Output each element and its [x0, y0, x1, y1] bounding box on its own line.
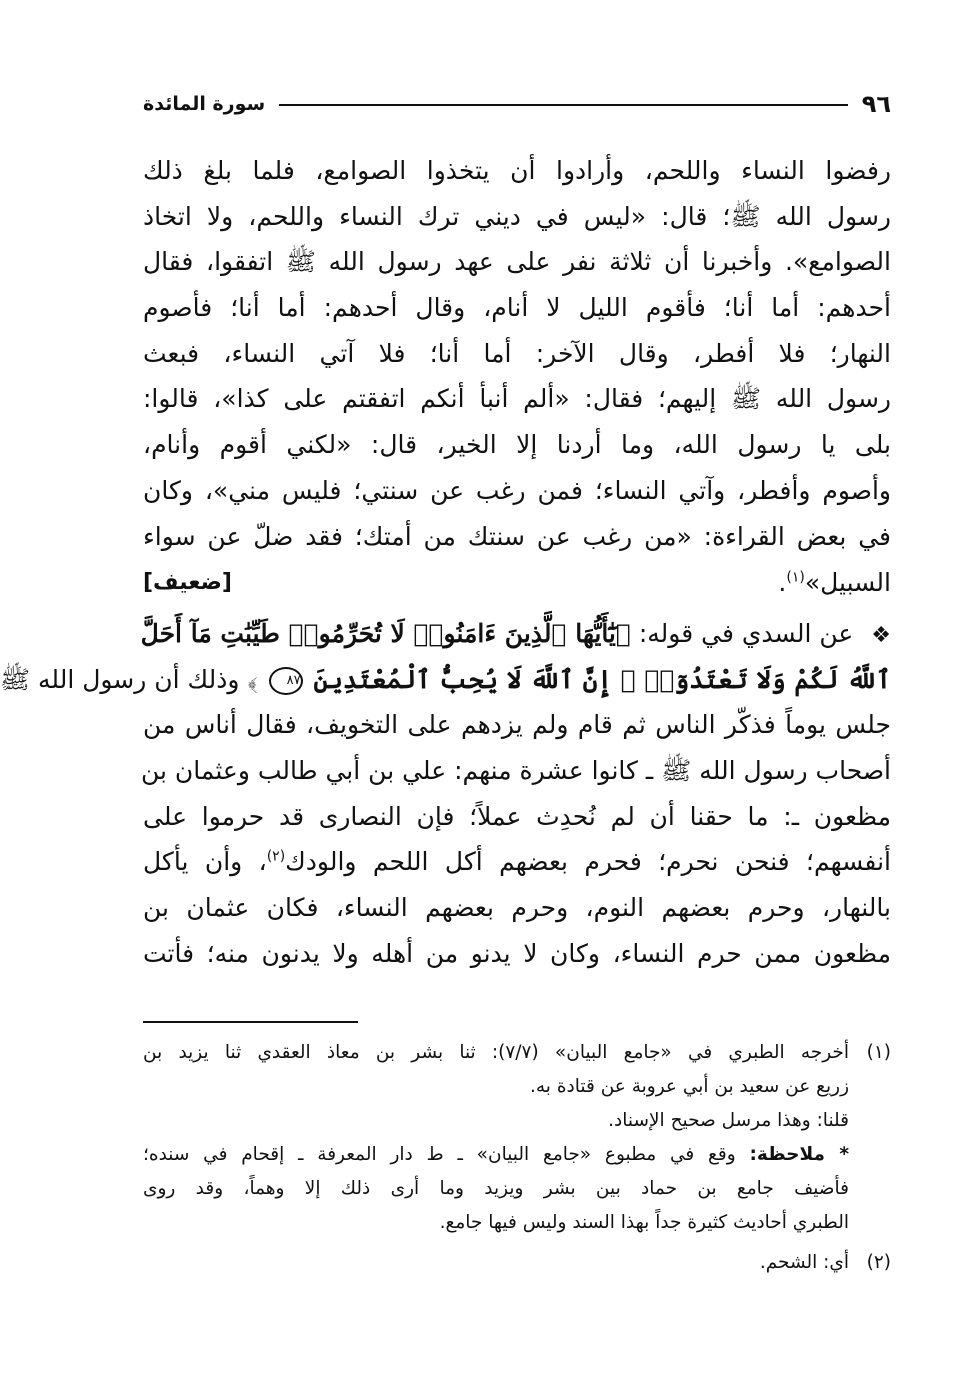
footnote-line: الطبري أحاديث كثيرة جداً بهذا السند وليس فيها جامع.: [439, 1212, 849, 1233]
text-line: وأصوم وأفطر، وآتي النساء؛ فمن رغب عن سنتي؛ فليس مني»، وكان: [143, 475, 891, 505]
text-line: أحدهم: أما أنا؛ فأقوم الليل لا أنام، وقال أحدهم: أما أنا؛ فأصوم: [143, 293, 891, 323]
note-label: * ملاحظة:: [749, 1144, 849, 1165]
text-line-last: [143, 559, 891, 605]
footnote-line: [143, 1036, 891, 1070]
text-line-fragment: ، وأن يأكل: [143, 847, 267, 877]
footnote-line: فأضيف جامع بن حماد بين بشر ويزيد وما أرى ذلك إلا وهماً، وقد روى: [143, 1178, 849, 1199]
body-text: [0, 148, 891, 976]
footnote-1: [143, 1036, 891, 1240]
text-line: الصوامع». وأخبرنا أن ثلاثة نفر على عهد رسول الله ﷺ اتفقوا، فقال: [143, 247, 891, 277]
text-line: بلى يا رسول الله، وما أردنا إلا الخير، قال: «لكني أقوم وأنام،: [143, 430, 891, 460]
last-line-text: السبيل»: [804, 567, 891, 597]
footnote-line: [143, 1138, 891, 1172]
surah-name: سورة المائدة: [143, 93, 266, 115]
footnote-number: (٢): [866, 1252, 891, 1273]
quote-intro: عن السدي في قوله:: [638, 618, 854, 648]
text-line-fragment: [778, 560, 891, 605]
quran-verse: ٱللَّهُ لَكُمْ وَلَا تَعْتَدُوٓا۟ ۚ إِنَّ ٱللَّهَ لَا يُحِبُّ ٱلْمُعْتَدِينَ: [313, 664, 891, 694]
quran-verse: ﴿يَٰٓأَيُّهَا ٱلَّذِينَ ءَامَنُوا۟ لَا تُحَرِّمُوا۟ طَيِّبَٰتِ مَآ أَحَلَّ: [140, 618, 631, 648]
text-line-fragment: ﴾ وذلك أن رسول الله ﷺ: [0, 664, 258, 694]
text-line: مظعون ـ: ما حقنا أن لم نُحدِث عملاً؛ فإن النصارى قد حرموا على: [143, 801, 891, 831]
footnote-ref-2[interactable]: (٢): [266, 848, 286, 865]
text-line: جلس يوماً فذكّر الناس ثم قام ولم يزدهم على التخويف، فقال أناس من: [143, 710, 891, 740]
footnote-number: (١): [866, 1042, 892, 1063]
hadith-grade-badge: [ضعيف]: [143, 569, 232, 595]
paragraph-2: [0, 611, 891, 977]
text-line: مظعون ممن حرم النساء، وكان لا يدنو من أهله ولا يدنون منه؛ فأتت: [143, 938, 891, 968]
text-line: [140, 611, 891, 657]
text-line: أصحاب رسول الله ﷺ ـ كانوا عشرة منهم: علي بن أبي طالب وعثمان بن: [141, 755, 891, 785]
footnote-separator: [143, 1021, 358, 1023]
text-line: [0, 657, 891, 703]
footnote-ref-1[interactable]: (١): [786, 569, 805, 586]
paragraph-1: [143, 148, 891, 605]
header-rule: [279, 104, 847, 106]
footnote-text: وقع في مطبوع «جامع البيان» ـ ط دار المعرفة ـ إقحام في سنده؛: [143, 1144, 736, 1165]
text-line-fragment: أنفسهم؛ فنحن نحرم؛ فحرم بعضهم أكل اللحم والودك: [285, 847, 891, 877]
text-line: النهار؛ فلا أفطر، وقال الآخر: أما أنا؛ فلا آتي النساء، فبعث: [143, 338, 891, 368]
footnote-2: [143, 1246, 891, 1280]
text-line: رسول الله ﷺ؛ قال: «ليس في ديني ترك النساء واللحم، ولا اتخاذ: [143, 201, 891, 231]
footnote-line: [143, 1246, 891, 1280]
last-line-end: .: [778, 567, 787, 597]
text-line: [143, 839, 891, 885]
footnotes: [143, 1036, 891, 1280]
diamond-bullet-icon: ❖: [871, 622, 891, 648]
footnote-line: قلنا: وهذا مرسل صحيح الإسناد.: [608, 1110, 849, 1131]
text-line: رسول الله ﷺ إليهم؛ فقال: «ألم أنبأ أنكم اتفقتم على كذا»، قالوا:: [143, 384, 891, 414]
text-line: رفضوا النساء واللحم، وأرادوا أن يتخذوا الصوامع، فلما بلغ ذلك: [143, 156, 891, 185]
text-line: في بعض القراءة: «من رغب عن سنتك من أمتك؛ فقد ضلّ عن سواء: [143, 521, 891, 551]
page-number: ٩٦: [861, 90, 891, 118]
page-header: [143, 84, 891, 124]
text-line: بالنهار، وحرم بعضهم النوم، وحرم بعضهم النساء، فكان عثمان بن: [143, 893, 891, 922]
footnote-text: أخرجه الطبري في «جامع البيان» (٧/٧): ثنا بشر بن معاذ العقدي ثنا يزيد بن: [143, 1042, 850, 1063]
footnote-line: زريع عن سعيد بن أبي عروبة عن قتادة به.: [530, 1076, 849, 1097]
ayah-number-icon: ٨٧: [269, 667, 303, 695]
footnote-text: أي: الشحم.: [759, 1252, 849, 1273]
